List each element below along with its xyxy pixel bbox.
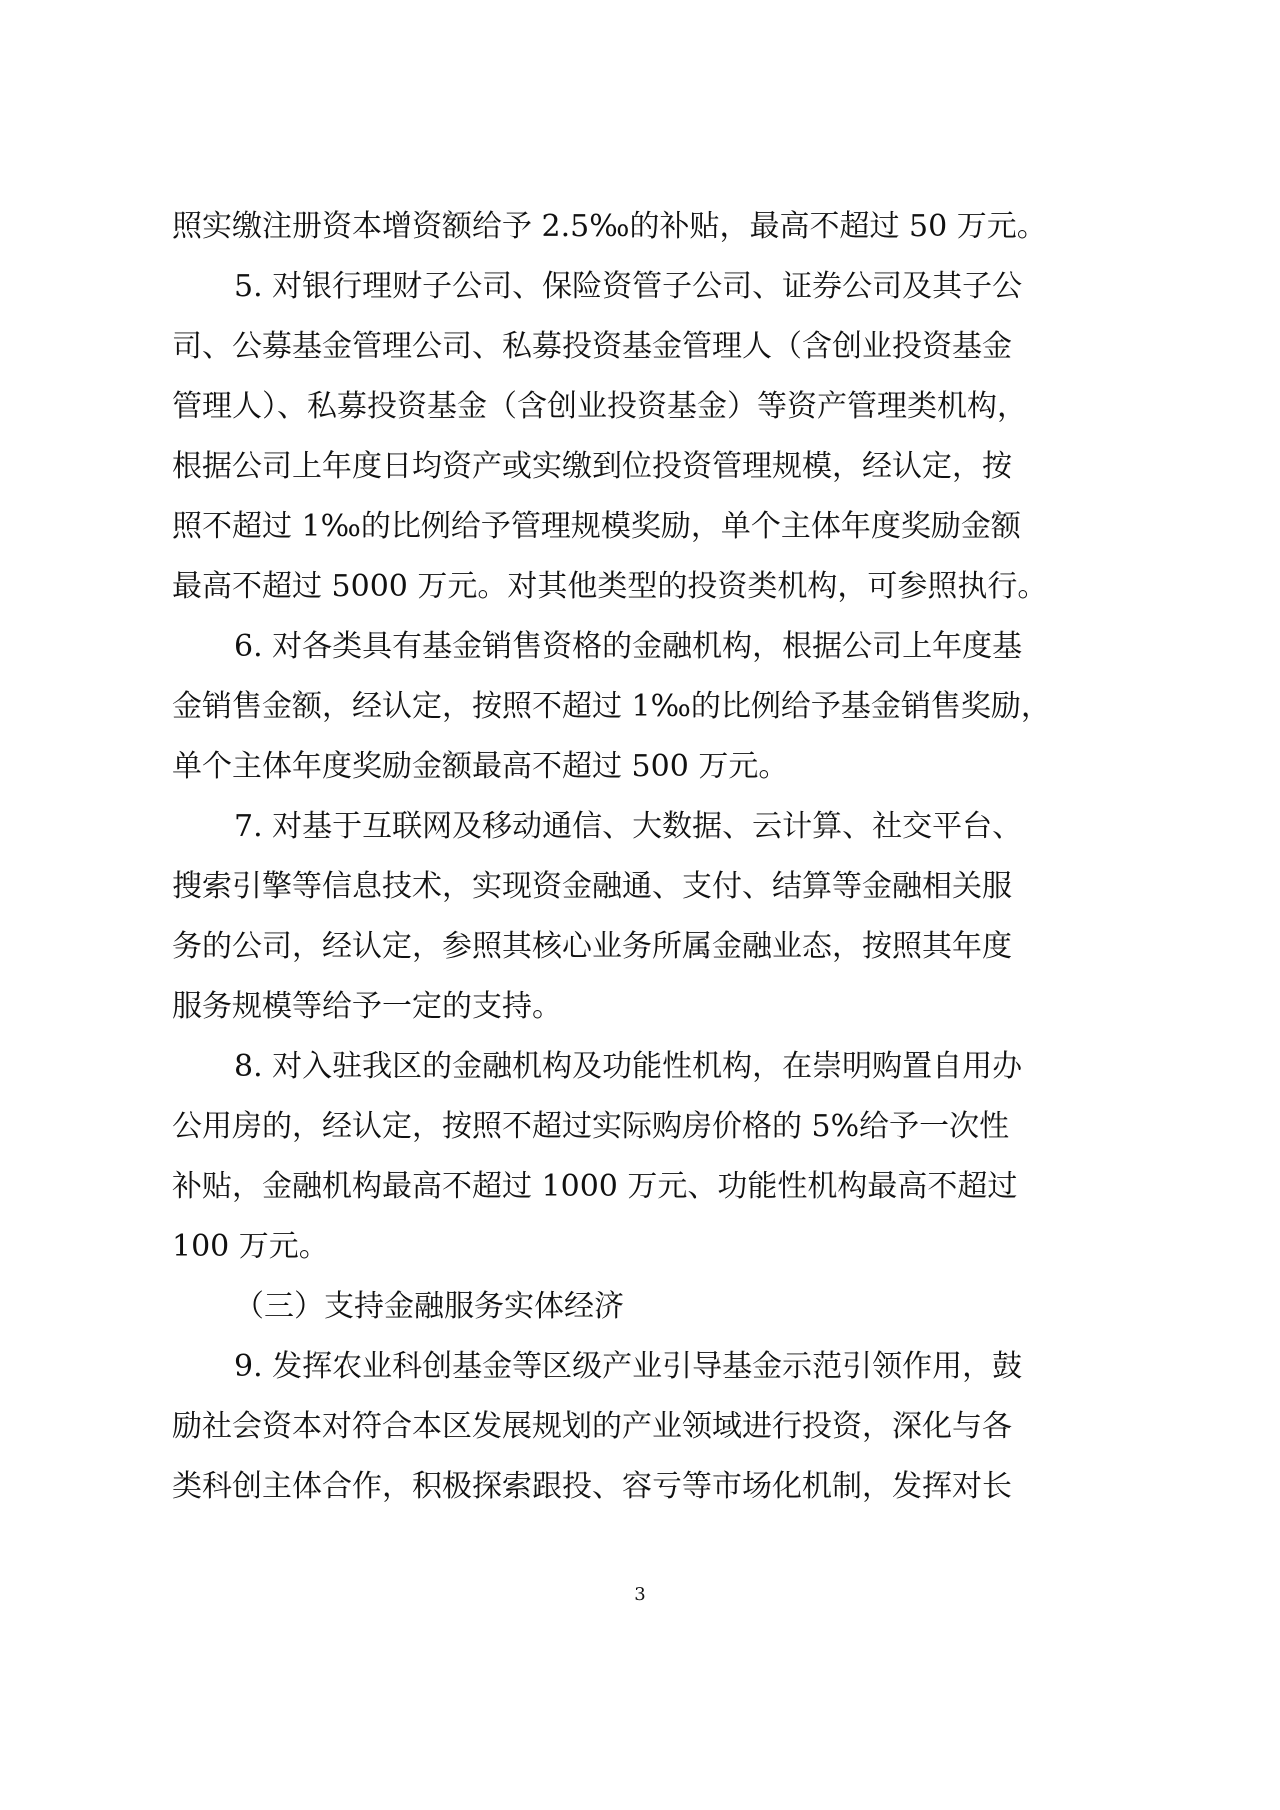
text-line: 公用房的，经认定，按照不超过实际购房价格的 5%给予一次性 — [172, 1109, 1010, 1144]
text-line: 类科创主体合作，积极探索跟投、容亏等市场化机制，发挥对长 — [172, 1469, 1012, 1504]
text-line: 励社会资本对符合本区发展规划的产业领域进行投资，深化与各 — [172, 1409, 1012, 1444]
text-line: 100 万元。 — [172, 1229, 329, 1264]
text-line: 照不超过 1‰的比例给予管理规模奖励，单个主体年度奖励金额 — [172, 509, 1021, 544]
text-line: 补贴，金融机构最高不超过 1000 万元、功能性机构最高不超过 — [172, 1169, 1018, 1204]
text-line: 6. 对各类具有基金销售资格的金融机构，根据公司上年度基 — [234, 629, 1023, 664]
text-line: 5. 对银行理财子公司、保险资管子公司、证券公司及其子公 — [234, 269, 1023, 304]
page-number: 3 — [634, 1584, 646, 1605]
text-line: 金销售金额，经认定，按照不超过 1‰的比例给予基金销售奖励， — [172, 689, 1051, 724]
text-line: 务的公司，经认定，参照其核心业务所属金融业态，按照其年度 — [172, 929, 1012, 964]
text-line: 9. 发挥农业科创基金等区级产业引导基金示范引领作用，鼓 — [234, 1349, 1023, 1384]
text-line: 根据公司上年度日均资产或实缴到位投资管理规模，经认定，按 — [172, 449, 1012, 484]
text-line: 单个主体年度奖励金额最高不超过 500 万元。 — [172, 749, 789, 784]
text-line: 8. 对入驻我区的金融机构及功能性机构，在崇明购置自用办 — [234, 1049, 1023, 1084]
text-line: 最高不超过 5000 万元。对其他类型的投资类机构，可参照执行。 — [172, 569, 1048, 604]
text-line: 司、公募基金管理公司、私募投资基金管理人（含创业投资基金 — [172, 329, 1012, 364]
section-heading: （三）支持金融服务实体经济 — [234, 1289, 624, 1324]
text-line: 管理人）、私募投资基金（含创业投资基金）等资产管理类机构， — [172, 389, 1027, 424]
text-line: 服务规模等给予一定的支持。 — [172, 989, 562, 1024]
text-line: 照实缴注册资本增资额给予 2.5‰的补贴，最高不超过 50 万元。 — [172, 209, 1047, 244]
text-line: 搜索引擎等信息技术，实现资金融通、支付、结算等金融相关服 — [172, 869, 1012, 904]
text-line: 7. 对基于互联网及移动通信、大数据、云计算、社交平台、 — [234, 809, 1023, 844]
